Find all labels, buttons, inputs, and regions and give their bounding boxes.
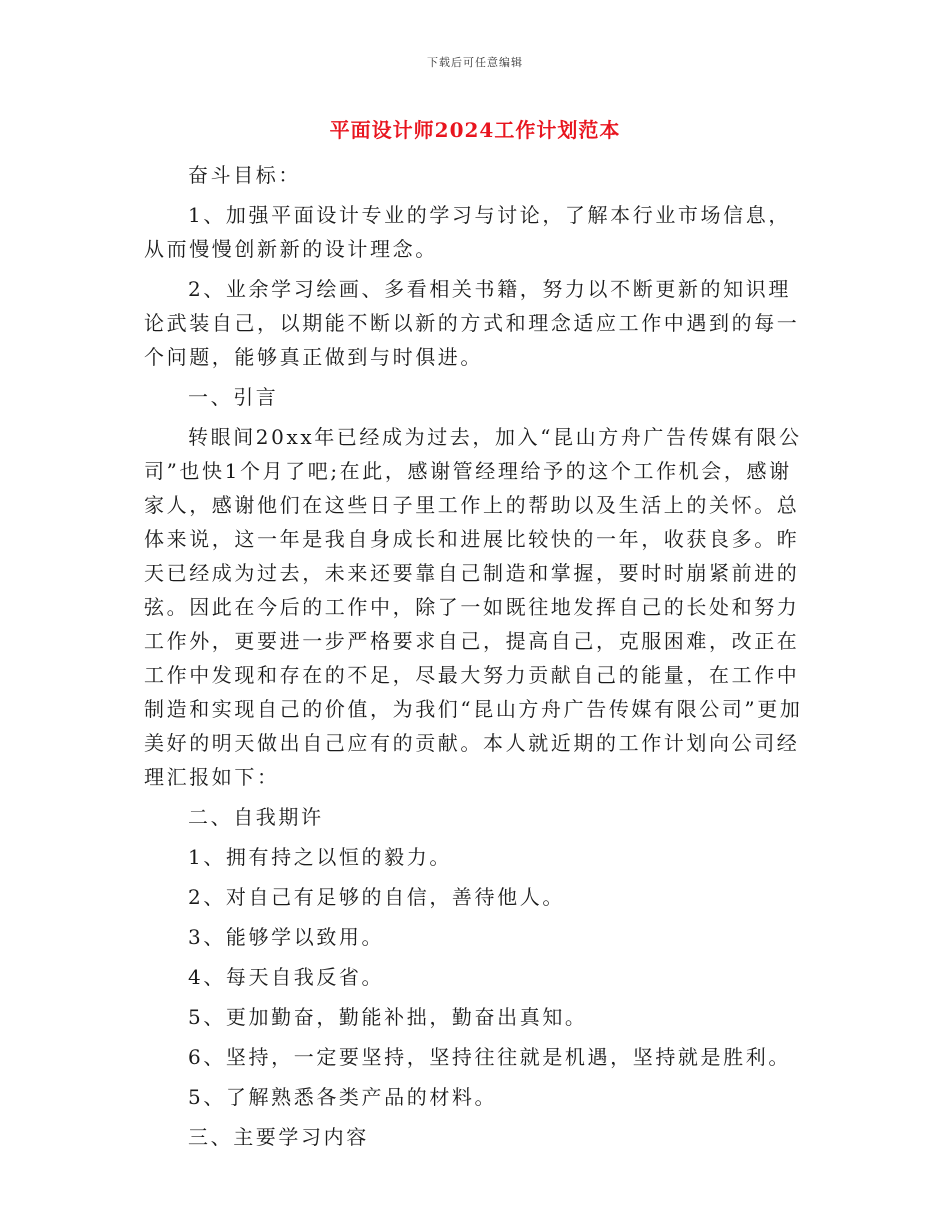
paragraph-goal-2: 2、业余学习绘画、多看相关书籍，努力以不断更新的知识理论武装自己，以期能不断以新的方式和理念适应工作中遇到的每一个问题，能够真正做到与时俱进。 [144, 277, 800, 369]
list-item-expectation-4: 4、每天自我反省。 [188, 965, 385, 989]
section-heading-self-expectation: 二、自我期许 [188, 805, 324, 829]
section-heading-study-content: 三、主要学习内容 [188, 1125, 369, 1149]
paragraph-goal-heading: 奋斗目标： [188, 163, 301, 187]
list-item-expectation-5: 5、更加勤奋，勤能补拙，勤奋出真知。 [188, 1005, 588, 1029]
paragraph-goal-1: 1、加强平面设计专业的学习与讨论，了解本行业市场信息，从而慢慢创新新的设计理念。 [144, 203, 791, 261]
list-item-expectation-7: 5、了解熟悉各类产品的材料。 [188, 1085, 498, 1109]
list-item-expectation-1: 1、拥有持之以恒的毅力。 [188, 845, 452, 869]
list-item-expectation-2: 2、对自己有足够的自信，善待他人。 [188, 885, 565, 909]
list-item-expectation-6: 6、坚持，一定要坚持，坚持往往就是机遇，坚持就是胜利。 [188, 1045, 791, 1069]
document-body [144, 158, 808, 1160]
paragraph-introduction: 转眼间20xx年已经成为过去，加入“昆山方舟广告传媒有限公司”也快1个月了吧;在此，感谢管经理给予的这个工作机会，感谢家人，感谢他们在这些日子里工作上的帮助以及生活上的关怀。总体来说，这一年是我自身成长和进展比较快的一年，收获良多。昨天已经成为过去，未来还要靠自己制造和掌握，要时时崩紧前进的弦。因此在今后的工作中，除了一如既往地发挥自己的长处和努力工作外，更要进一步严格要求自己，提高自己，克服困难，改正在工作中发现和存在的不足，尽最大努力贡献自己的能量，在工作中制造和实现自己的价值，为我们“昆山方舟广告传媒有限公司”更加美好的明天做出自己应有的贡献。本人就近期的工作计划向公司经理汇报如下： [144, 425, 803, 789]
document-title: 平面设计师2024工作计划范本 [329, 118, 621, 142]
section-heading-introduction: 一、引言 [188, 385, 279, 409]
header-note: 下载后可任意编辑 [427, 56, 523, 69]
list-item-expectation-3: 3、能够学以致用。 [188, 925, 385, 949]
